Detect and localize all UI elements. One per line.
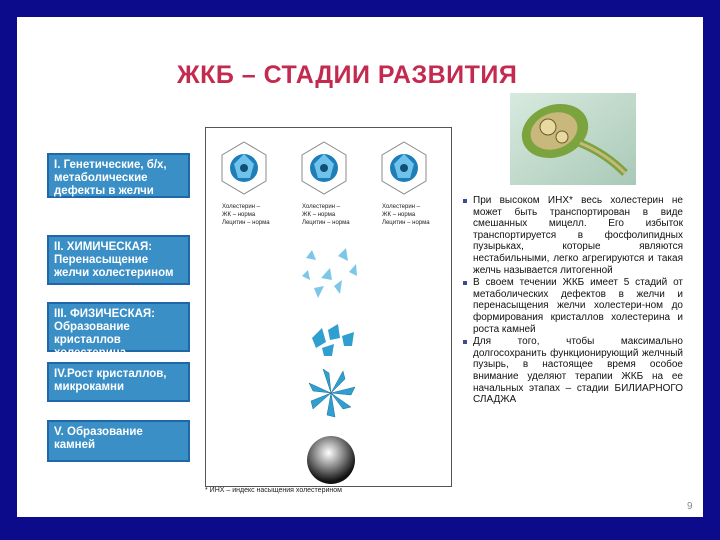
micelle-caption-text: Холестерин – ЖК – норма Лецитин – норма (382, 204, 430, 226)
stage-1-box: I. Генетические, б/х, метаболические дефекты в желчи (47, 153, 190, 198)
page-number: 9 (687, 501, 693, 512)
stages-illustration-panel (205, 127, 452, 487)
bullet-list (461, 195, 683, 407)
microstone-icon (309, 369, 355, 417)
micelle-icon (222, 142, 266, 194)
bullet-item: Для того, чтобы максимально долгосохранить функционирующий желчный пузырь, в настоящее время особое внимание уделяют терапии ЖКБ на ее начальных этапах – стадии БИЛИАРНОГО СЛАДЖА (461, 336, 683, 406)
micelle-icon (382, 142, 426, 194)
micelle-caption (302, 203, 372, 227)
micelle-caption (222, 203, 292, 227)
footnote: * ИНХ – индекс насыщения холестерином (205, 487, 342, 494)
micelle-caption-text: Холестерин – ЖК – норма Лецитин – норма (222, 204, 270, 226)
stage-5-box: V. Образование камней (47, 420, 190, 462)
crystals-icon (312, 324, 354, 356)
stage-3-box: III. ФИЗИЧЕСКАЯ: Образование кристаллов холестерина (47, 302, 190, 352)
crystal-fragments-icon (302, 248, 357, 298)
stone-icon (307, 436, 355, 484)
micelle-caption (382, 203, 452, 227)
slide (17, 17, 703, 517)
stages-illustration (206, 128, 451, 486)
stage-4-box: IV.Рост кристаллов, микрокамни (47, 362, 190, 402)
slide-title: ЖКБ – СТАДИИ РАЗВИТИЯ (177, 61, 518, 89)
stage-2-box: II. ХИМИЧЕСКАЯ: Перенасыщение желчи холестерином (47, 235, 190, 285)
micelle-caption-text: Холестерин – ЖК – норма Лецитин – норма (302, 204, 350, 226)
gallbladder-image (510, 93, 636, 185)
bullet-item: При высоком ИНХ* весь холестерин не может быть транспортирован в виде смешанных мицелл. Его избыток транспортируется в фосфолипидных пузырьках, которые являются нестабильными, легко агрегируются и такая желчь называется литогенной (461, 195, 683, 276)
micelle-icon (302, 142, 346, 194)
bullet-item: В своем течении ЖКБ имеет 5 стадий от метаболических дефектов в желчи и перенасыщения желчи холестери-ном до формирования кристаллов холестерина и роста камней (461, 277, 683, 335)
